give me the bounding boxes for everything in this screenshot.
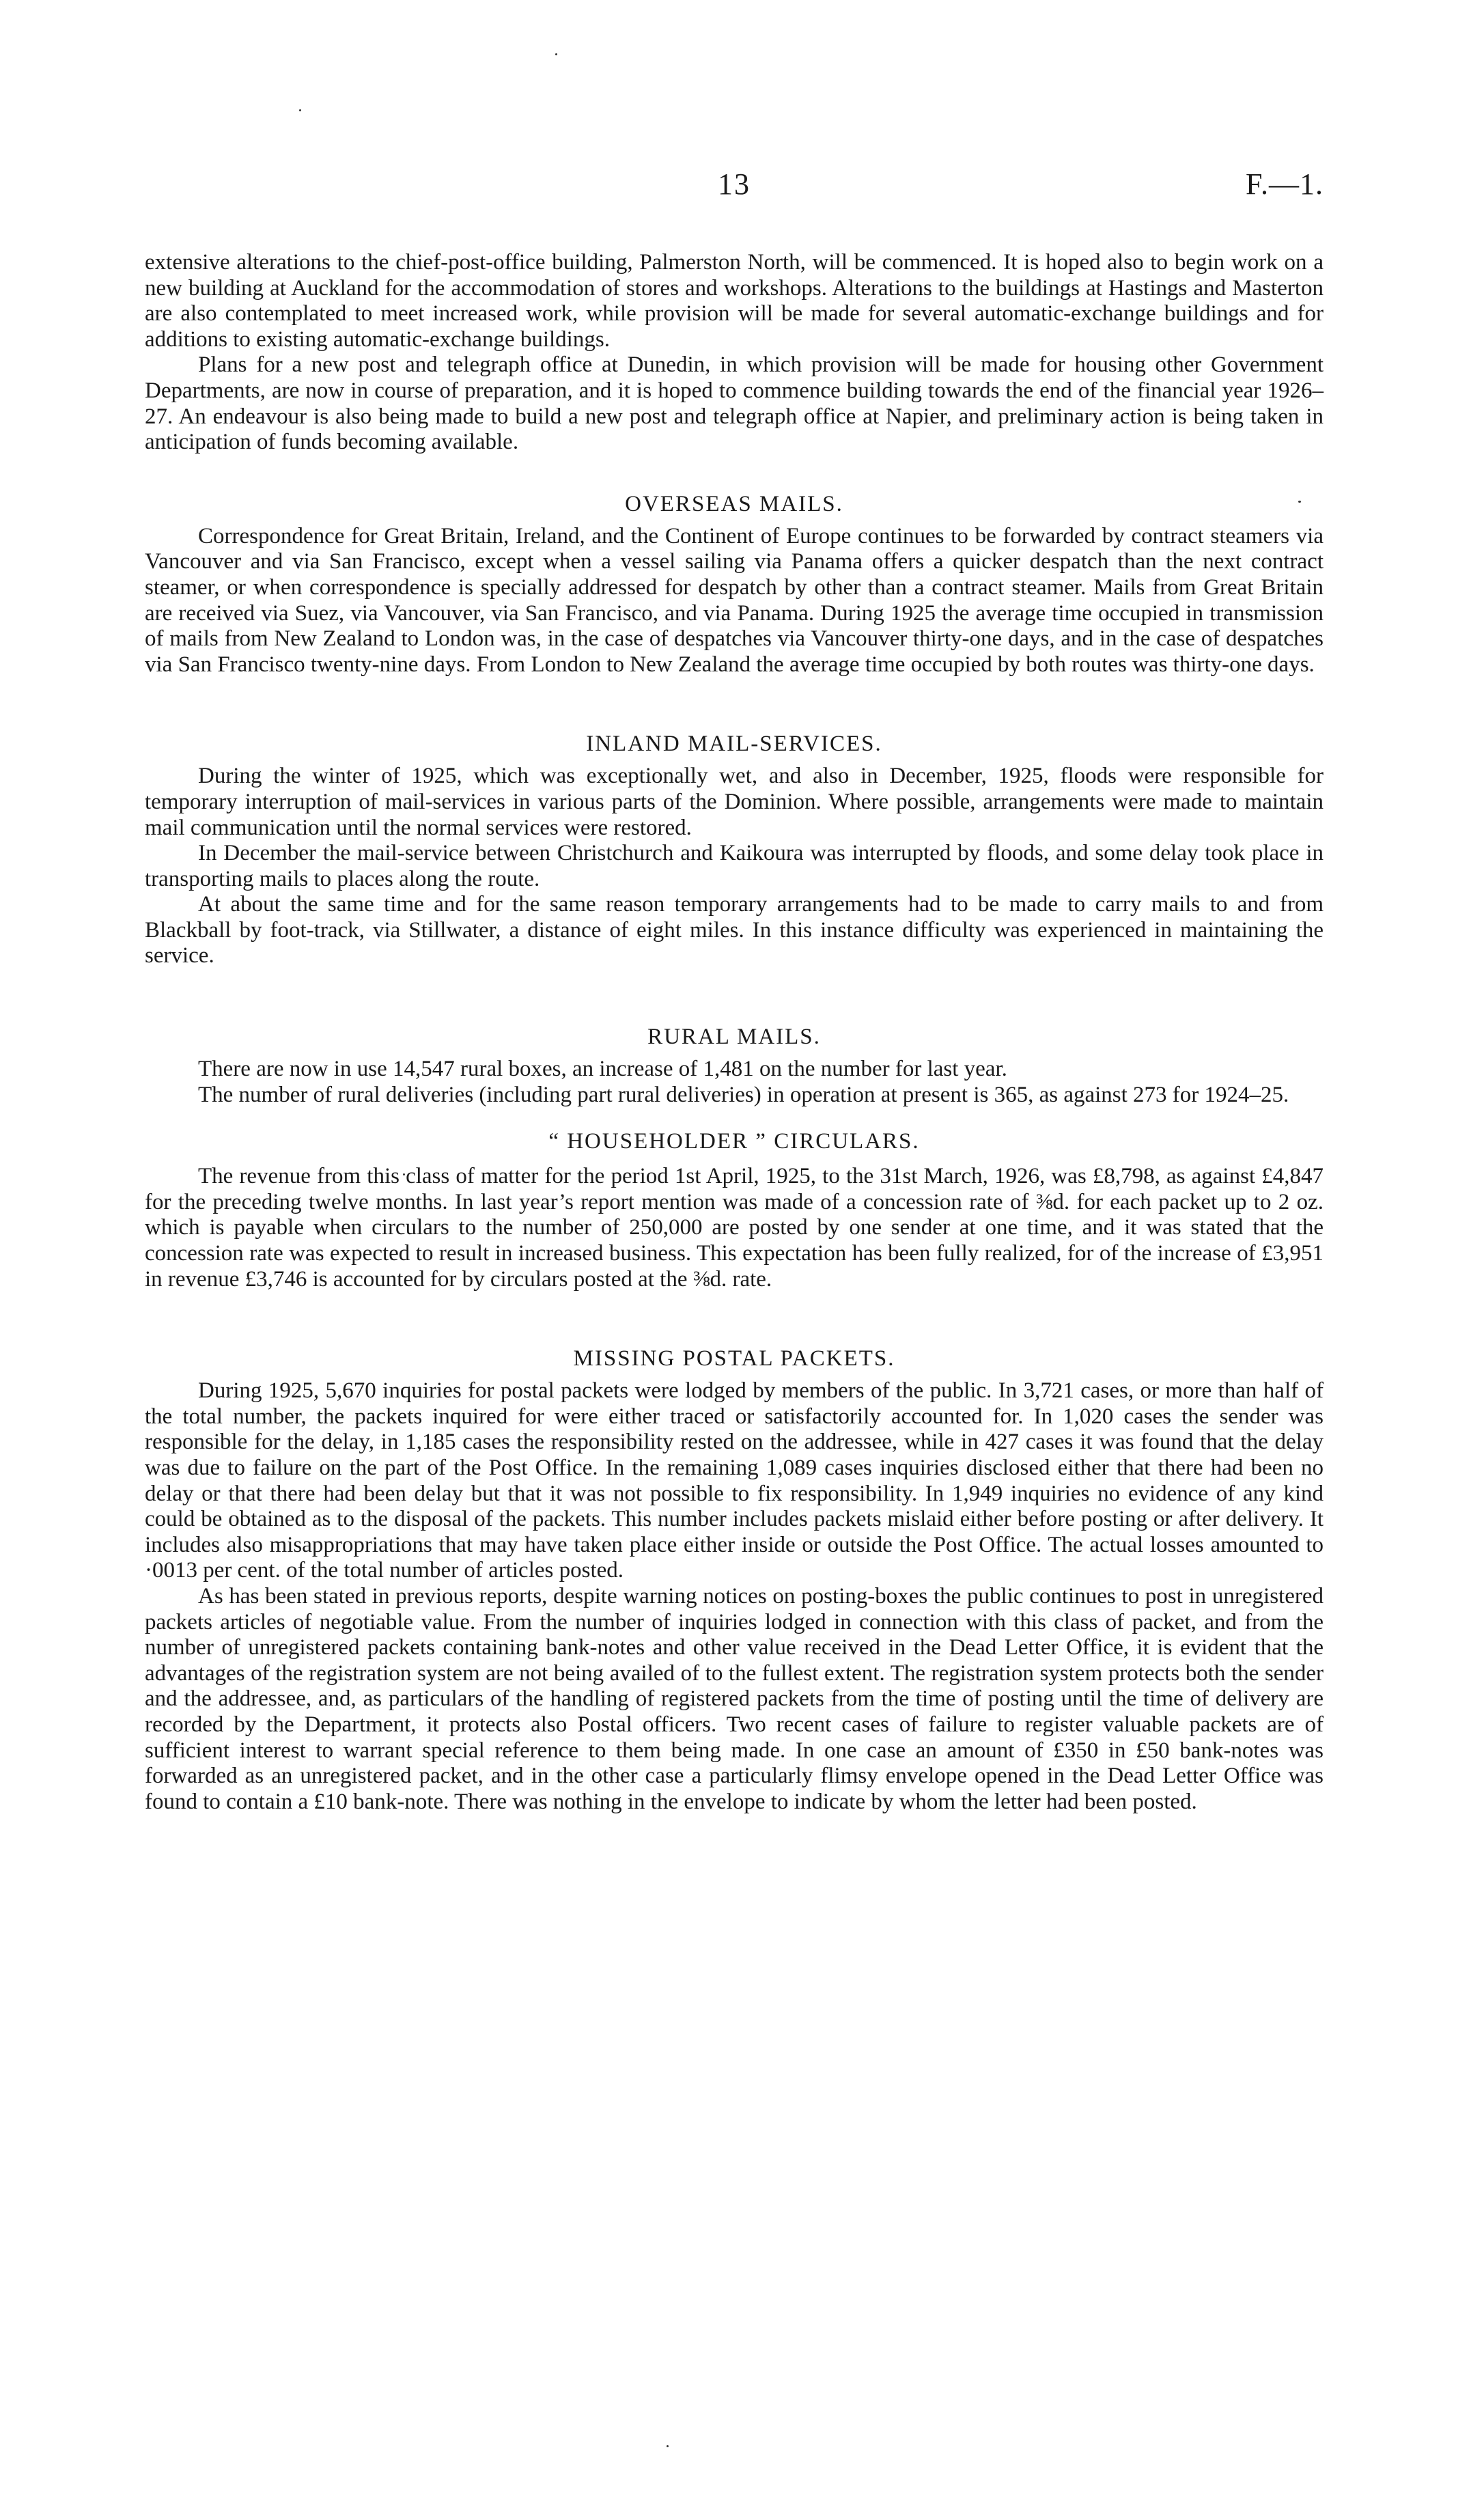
paragraph: Correspondence for Great Britain, Ireland, and the Continent of Europe continues to be forwarded by contract steamers via Vancouver and via San Francisco, except when a vessel sailing via Panama offers a quicker despatch than the next contract steamer, or when correspondence is specially addressed for despatch by other than a contract steamer. Mails from Great Britain are received via Suez, via Vancouver, via San Francisco, and via Panama. During 1925 the average time occupied in transmission of mails from New Zealand to London was, in the case of despatches via Vancouver thirty-one days, and in the case of despatches via San Francisco twenty-nine days. From London to New Zealand the average time occupied by both routes was thirty-one days. [145,523,1324,677]
inland-mail-services-section [145,731,1324,969]
section-heading: RURAL MAILS. [647,1025,821,1050]
scan-speck [555,53,557,55]
scan-speck [299,109,301,111]
paragraph: During 1925, 5,670 inquiries for postal packets were lodged by members of the public. In 3,721 cases, or more than half of the total number, the packets inquired for were either traced or satisfactorily accounted for. In 1,020 cases the sender was responsible for the delay, in 1,185 cases the responsibility rested on the addressee, while in 427 cases it was found that the delay was due to failure on the part of the Post Office. In the remaining 1,089 cases inquiries disclosed either that there had been no delay or that there had been delay but that it was not possible to fix responsibility. In 1,949 inquiries no evidence of any kind could be obtained as to the disposal of the packets. This number includes packets mislaid either before posting or after delivery. It includes also misappropriations that may have taken place either inside or outside the Post Office. The actual losses amounted to ·0013 per cent. of the total number of articles posted. [145,1378,1324,1583]
paragraph: Plans for a new post and telegraph office at Dunedin, in which provision will be made for housing other Government Departments, are now in course of preparation, and it is hoped to commence building towards the end of the financial year 1926–27. An endeavour is also being made to build a new post and telegraph office at Napier, and preliminary action is being taken in anticipation of funds becoming available. [145,352,1324,455]
section-heading: MISSING POSTAL PACKETS. [573,1346,895,1371]
section-heading: INLAND MAIL-SERVICES. [586,732,882,757]
document-page [145,169,1324,1815]
overseas-mails-section [145,491,1324,678]
paragraph: In December the mail-service between Christchurch and Kaikoura was interrupted by floods, and some delay took place in transporting mails to places along the route. [145,841,1324,891]
paragraph: At about the same time and for the same reason temporary arrangements had to be made to carry mails to and from Blackball by foot-track, via Stillwater, a distance of eight miles. In this instance difficulty was experienced in maintaining the service. [145,892,1324,969]
section-heading: “ HOUSEHOLDER ” CIRCULARS. [548,1129,920,1154]
paragraph: As has been stated in previous reports, despite warning notices on posting-boxes the public continues to post in unregistered packets articles of negotiable value. From the number of inquiries lodged in connection with this class of packet, and from the number of unregistered packets containing bank-notes and other value received in the Dead Letter Office, it is evident that the advantages of the registration system are not being availed of to the fullest extent. The registration system protects both the sender and the addressee, and, as particulars of the handling of registered packets from the time of posting until the time of delivery are recorded by the Department, it protects also Postal officers. Two recent cases of failure to register valuable packets are of sufficient interest to warrant special reference to them being made. In one case an amount of £350 in £50 bank-notes was forwarded as an unregistered packet, and in the other case a particularly flimsy envelope opened in the Dead Letter Office was found to contain a £10 bank-note. There was nothing in the envelope to indicate by whom the letter had been posted. [145,1583,1324,1814]
page-header [145,167,1324,201]
paragraph: During the winter of 1925, which was exceptionally wet, and also in December, 1925, floods were responsible for temporary interruption of mail-services in various parts of the Dominion. Where possible, arrangements were made to maintain mail communication until the normal services were restored. [145,764,1324,840]
document-reference: F.—1. [1246,167,1324,201]
householder-circulars-section [145,1128,1324,1292]
paragraph: The revenue from this class of matter for the period 1st April, 1925, to the 31st March, 1926, was £8,798, as against £4,847 for the preceding twelve months. In last year’s report mention was made of a concession rate of ⅜d. for each packet up to 2 oz. which is payable when circulars to the number of 250,000 are posted by one sender at one time, and it was stated that the concession rate was expected to result in increased business. This expectation has been fully realized, for of the increase of £3,951 in revenue £3,746 is accounted for by circulars posted at the ⅜d. rate. [145,1164,1324,1292]
paragraph: The number of rural deliveries (including part rural deliveries) in operation at present is 365, as against 273 for 1924–25. [198,1082,1289,1107]
rural-mails-section [145,1024,1324,1108]
paragraph: There are now in use 14,547 rural boxes, an increase of 1,481 on the number for last year. [198,1057,1007,1082]
scan-speck [667,2445,669,2447]
paragraph: extensive alterations to the chief-post-office building, Palmerston North, will be commenced. It is hoped also to begin work on a new building at Auckland for the accommodation of stores and workshops. Alterations to the buildings at Hastings and Masterton are also contemplated to meet increased work, while provision will be made for several automatic-exchange buildings and for additions to existing automatic-exchange buildings. [145,250,1324,352]
missing-postal-packets-section [145,1346,1324,1815]
section-heading: OVERSEAS MAILS. [625,491,843,516]
page-number: 13 [718,167,751,201]
intro-section [145,250,1324,456]
